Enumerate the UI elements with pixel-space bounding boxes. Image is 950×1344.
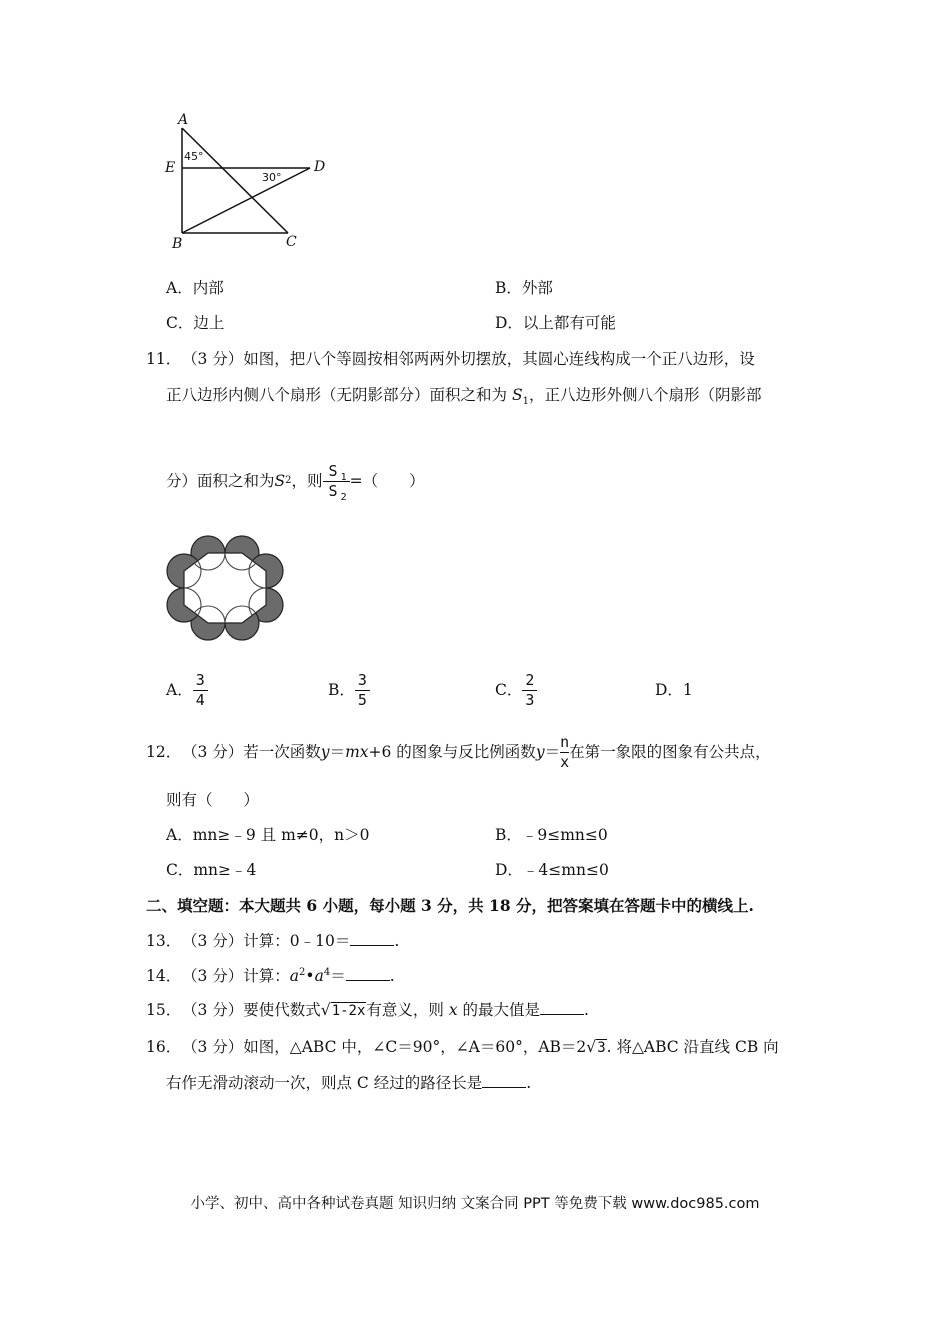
- angle-30: 30°: [262, 171, 282, 184]
- q12-mx: mx: [345, 743, 369, 761]
- q11-option-b-num: 3: [357, 670, 367, 689]
- q14: [146, 966, 395, 986]
- q11-line3: 分）面积之和为 S 2 ，则 $\frac{S _1}{S _2}$ =（ ）: [166, 461, 425, 503]
- q12-option-c: C．mn≥﹣4: [166, 861, 257, 879]
- q11-option-b-den: 5: [357, 690, 367, 709]
- q15-text3: 的最大值是: [457, 1001, 541, 1019]
- q15-radical: √1-2x: [320, 1001, 366, 1019]
- q11-option-d: D．1: [655, 681, 693, 699]
- q12-c: +6 的图象与反比例函数: [368, 743, 536, 761]
- q12-a: （3 分）若一次函数: [182, 743, 321, 761]
- q12-d: ＝: [544, 743, 561, 761]
- q15: [146, 1000, 589, 1021]
- q11-line2b: ，正八边形外侧八个扇形（阴影部: [528, 386, 762, 404]
- q11-line3c: =（ ）: [349, 472, 425, 490]
- q12-e: 在第一象限的图象有公共点，: [569, 743, 771, 761]
- q14-answer-blank[interactable]: [346, 966, 390, 981]
- q11-option-a-label: A．: [166, 681, 193, 699]
- q14-e2: 4: [323, 966, 331, 978]
- q12-frac-num: n: [560, 732, 570, 751]
- q15-text2: 有意义，则: [366, 1001, 449, 1019]
- q11-option-a-den: 4: [195, 690, 205, 709]
- q16-radical: √3: [586, 1038, 606, 1056]
- label-d: D: [314, 159, 326, 175]
- q11-line3b: ，则: [291, 472, 323, 490]
- q12-number: 12．: [146, 743, 182, 761]
- q14-number: 14．: [146, 967, 182, 985]
- q10-option-b: B．外部: [495, 279, 553, 297]
- q12-y1: y: [320, 743, 330, 761]
- q15-end: .: [584, 1001, 589, 1019]
- q11-line2a: 正八边形内侧八个扇形（无阴影部分）面积之和为: [166, 386, 512, 404]
- q11-option-b-label: B．: [328, 681, 355, 699]
- q14-eq: ＝: [330, 967, 346, 985]
- q11-line1: （3 分）如图，把八个等圆按相邻两两外切摆放，其圆心连线构成一个正八边形，设: [182, 350, 755, 368]
- q11-option-c-label: C．: [495, 681, 523, 699]
- q10-option-a: A．内部: [166, 279, 224, 297]
- label-a: A: [178, 112, 189, 128]
- footer-text: 小学、初中、高中各种试卷真题 知识归纳 文案合同 PPT 等免费下载 www.doc985.com: [190, 1196, 760, 1212]
- q10-option-c: C．边上: [166, 314, 225, 332]
- q16-line1-text: （3 分）如图，△ABC 中，∠C＝90°，∠A＝60°，AB＝2: [182, 1038, 587, 1056]
- q15-number: 15．: [146, 1001, 182, 1019]
- q15-answer-blank[interactable]: [540, 1000, 584, 1015]
- q13-end: .: [394, 932, 400, 950]
- q14-a1: a: [289, 967, 300, 985]
- q16-line1b: . 将△ABC 沿直线 CB 向: [606, 1038, 779, 1056]
- q12-option-b: B．﹣9≤mn≤0: [495, 826, 608, 844]
- q16-line2-text: 右作无滑动滚动一次，则点 C 经过的路径长是: [166, 1074, 483, 1092]
- q11-ratio-fraction: [323, 461, 350, 503]
- q14-a2: a: [314, 967, 324, 985]
- label-c: C: [286, 234, 297, 250]
- q10-option-d: D．以上都有可能: [495, 314, 616, 332]
- section-2-heading: 二、填空题：本大题共 6 小题，每小题 3 分，共 18 分，把答案填在答题卡中的横线上.: [146, 896, 754, 915]
- q15-x: x: [448, 1001, 458, 1019]
- q11-frac-bot: S: [328, 481, 338, 500]
- q14-dot: •: [305, 967, 315, 985]
- q11-line2: [166, 385, 762, 408]
- label-e: E: [165, 160, 176, 176]
- octagon-circles-figure: [163, 532, 287, 644]
- q12-b: ＝: [329, 743, 346, 761]
- q14-end: .: [389, 967, 395, 985]
- q13: [146, 931, 399, 951]
- q11-number: 11．: [146, 350, 182, 368]
- q12-line2: 则有（ ）: [166, 791, 260, 809]
- q15-text: （3 分）要使代数式: [182, 1001, 321, 1019]
- q14-e1: 2: [299, 966, 306, 978]
- q11-option-b: [328, 668, 370, 712]
- q12-option-a: A．mn≥﹣9 且 m≠0，n＞0: [166, 826, 370, 844]
- q11-option-c: [495, 668, 537, 712]
- q11-option-a-num: 3: [195, 670, 205, 689]
- q11-option-c-den: 3: [525, 690, 535, 709]
- q16-answer-blank[interactable]: [482, 1073, 526, 1088]
- q11-s2: S: [274, 472, 286, 490]
- q11-s1-sub: 1: [522, 396, 529, 408]
- q16-number: 16．: [146, 1038, 182, 1056]
- q11-option-a: [166, 668, 208, 712]
- q16-line1: [146, 1037, 779, 1058]
- q13-number: 13．: [146, 932, 182, 950]
- triangle-figure: [160, 108, 340, 253]
- q11-frac-top: S: [328, 461, 338, 480]
- label-b: B: [172, 236, 183, 252]
- q16-line2: [166, 1073, 531, 1093]
- q12-y2: y: [535, 743, 545, 761]
- q11-frac-top-sub: 1: [340, 471, 347, 483]
- q14-text: （3 分）计算：: [182, 967, 290, 985]
- q11-option-c-num: 2: [525, 670, 535, 689]
- q12-line1: [146, 730, 771, 774]
- q13-text: （3 分）计算：0﹣10＝: [182, 932, 351, 950]
- q12-option-d: D．﹣4≤mn≤0: [495, 861, 609, 879]
- q12-frac-den: x: [560, 752, 570, 771]
- q11-s1: S: [511, 386, 523, 404]
- q16-end: .: [526, 1074, 532, 1092]
- q13-answer-blank[interactable]: [350, 931, 394, 946]
- q11-line3a: 分）面积之和为: [166, 472, 275, 490]
- q15-radicand: 1-2x: [331, 1003, 366, 1019]
- angle-45: 45°: [184, 150, 204, 163]
- q11-frac-bot-sub: 2: [340, 491, 347, 503]
- q16-radicand: 3: [597, 1040, 606, 1056]
